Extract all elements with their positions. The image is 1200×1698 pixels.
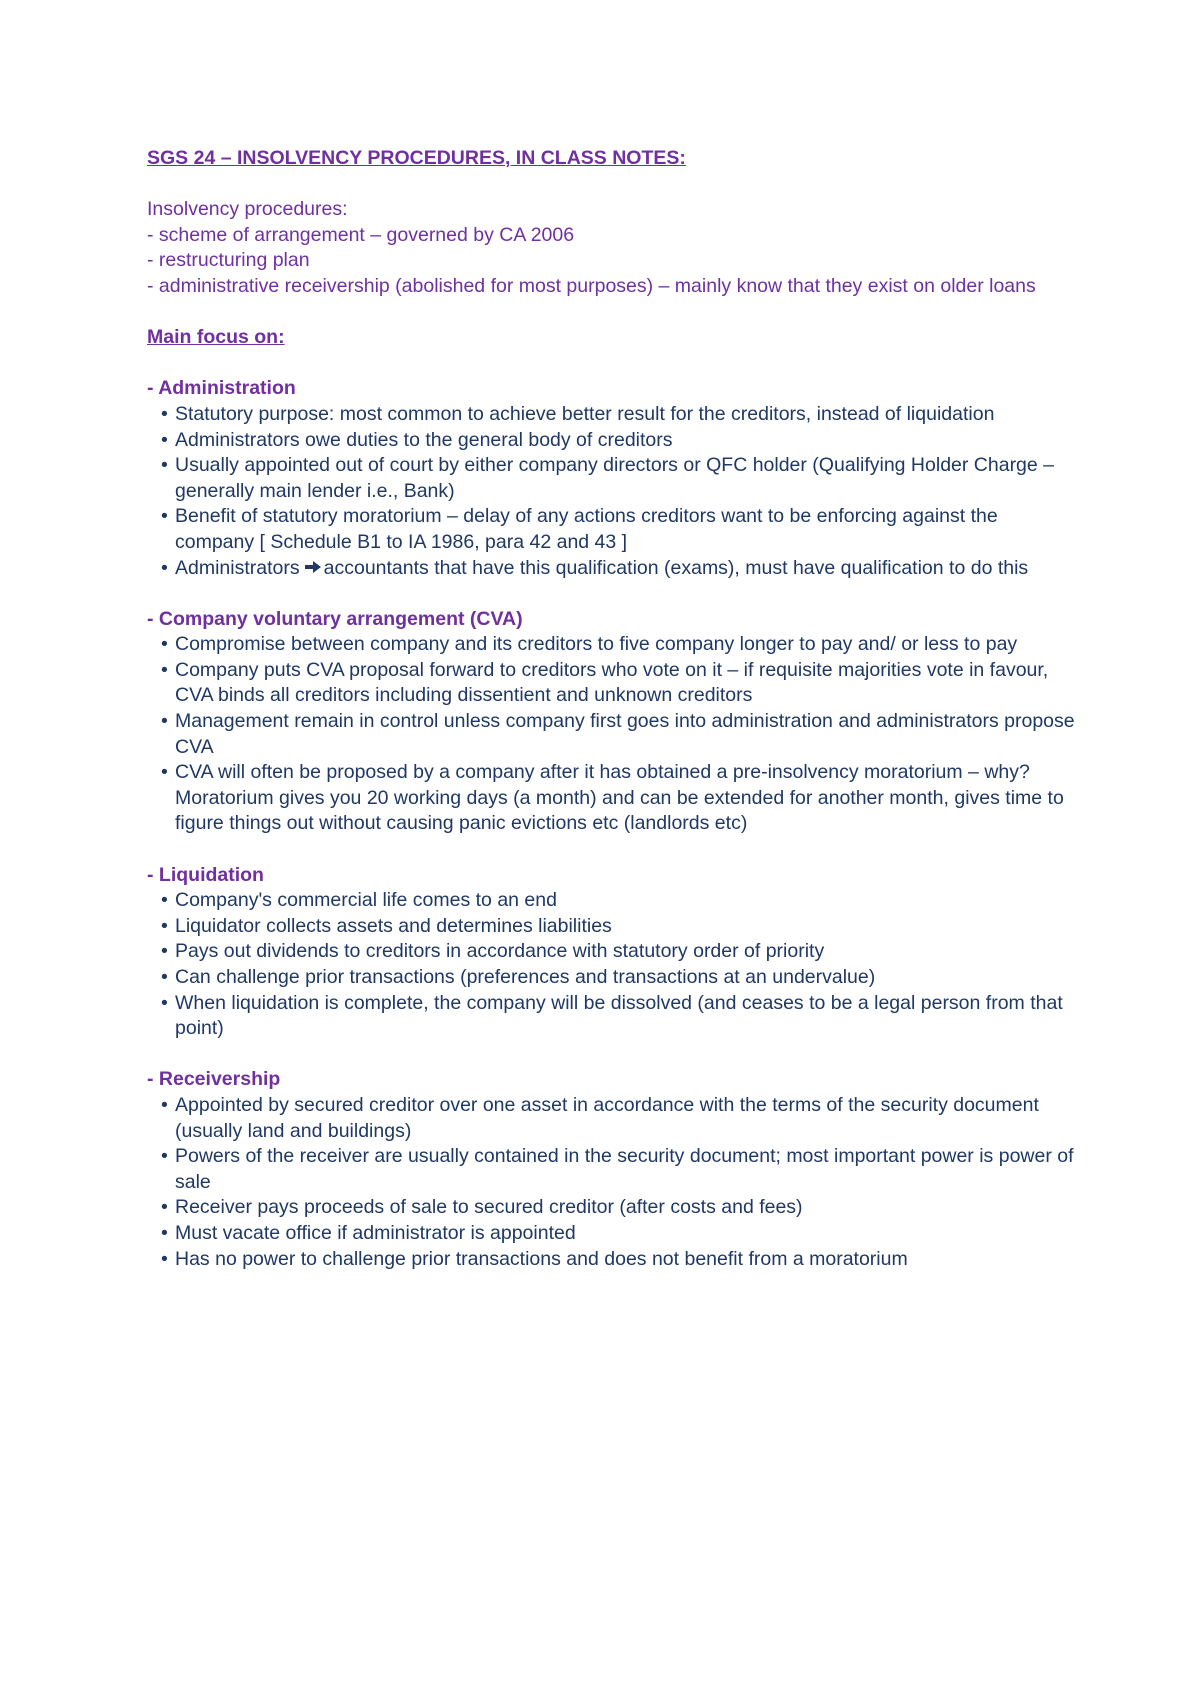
list-item-text: accountants that have this qualification (exams), must have qualification to do this <box>323 556 1029 579</box>
list-item <box>147 709 1077 760</box>
list-item-text: Administrators owe duties to the general body of creditors <box>175 428 673 451</box>
list-item-text: Liquidator collects assets and determines liabilities <box>175 914 612 937</box>
list-item-text: When liquidation is complete, the company will be dissolved (and ceases to be a legal person from that point) <box>175 991 1063 1040</box>
list-item-text: Statutory purpose: most common to achieve better result for the creditors, instead of liquidation <box>175 402 995 425</box>
intro-list <box>147 223 1077 300</box>
list-item-text: Usually appointed out of court by either company directors or QFC holder (Qualifying Holder Charge – generally main lender i.e., Bank) <box>175 454 1055 502</box>
list-item-text: Receiver pays proceeds of sale to secured creditor (after costs and fees) <box>175 1196 803 1219</box>
liquidation-list <box>147 888 1077 1042</box>
bullet-icon: • <box>161 914 168 937</box>
list-item <box>147 888 1077 914</box>
bullet-icon: • <box>161 710 168 733</box>
list-item-text: Appointed by secured creditor over one asset in accordance with the terms of the security document (usually land and buildings) <box>175 1093 1039 1142</box>
list-item-text: Must vacate office if administrator is appointed <box>175 1221 576 1244</box>
bullet-icon: • <box>161 889 168 912</box>
list-item <box>147 453 1077 504</box>
receivership-list <box>147 1093 1077 1272</box>
document-page <box>147 146 1077 1272</box>
list-item <box>147 1144 1077 1195</box>
list-item-text: Company puts CVA proposal forward to creditors who vote on it – if requisite majorities vote in favour, CVA binds all creditors including dissentient and unknown creditors <box>175 658 1049 707</box>
section-heading-liquidation: - Liquidation <box>147 863 264 886</box>
section-heading-receivership: - Receivership <box>147 1068 281 1091</box>
list-item <box>147 1221 1077 1247</box>
bullet-icon: • <box>161 505 168 528</box>
list-item-text: Compromise between company and its creditors to five company longer to pay and/ or less to pay <box>175 633 1018 656</box>
bullet-icon: • <box>161 991 168 1014</box>
main-focus-heading: Main focus on: <box>147 326 285 349</box>
list-item <box>147 504 1077 555</box>
intro-item: - scheme of arrangement – governed by CA 2006 <box>147 223 575 246</box>
bullet-icon: • <box>161 454 168 477</box>
document-title: SGS 24 – INSOLVENCY PROCEDURES, IN CLASS NOTES: <box>147 147 686 169</box>
intro-label: Insolvency procedures: <box>147 198 348 221</box>
list-item-text: Company's commercial life comes to an end <box>175 889 557 912</box>
intro-item: - restructuring plan <box>147 249 310 272</box>
list-item <box>147 760 1077 837</box>
list-item <box>147 1093 1077 1144</box>
bullet-icon: • <box>161 966 168 988</box>
list-item <box>147 402 1077 428</box>
bullet-icon: • <box>161 633 168 656</box>
bullet-icon: • <box>161 1093 168 1116</box>
list-item <box>147 428 1077 454</box>
bullet-icon: • <box>161 1196 168 1219</box>
bullet-icon: • <box>161 1221 168 1244</box>
list-item-text: CVA will often be proposed by a company after it has obtained a pre-insolvency moratorium – why? Moratorium gives you 20 working days (a month) and can be extended for another month, gives time to figure things out without causing panic evictions etc (landlords etc) <box>175 761 1064 835</box>
bullet-icon: • <box>161 402 168 425</box>
cva-list <box>147 632 1077 837</box>
right-arrow-icon <box>304 559 322 575</box>
list-item-text: Management remain in control unless company first goes into administration and administrators propose CVA <box>175 710 1075 758</box>
list-item-text: Benefit of statutory moratorium – delay of any actions creditors want to be enforcing against the company [ Schedule B1 to IA 1986, para 42 and 43 ] <box>175 505 998 553</box>
list-item <box>147 939 1077 965</box>
list-item-text: Can challenge prior transactions (preferences and transactions at an undervalue) <box>175 966 876 988</box>
list-item <box>147 914 1077 940</box>
list-item <box>147 658 1077 709</box>
bullet-icon: • <box>161 1247 168 1270</box>
list-item-text: Has no power to challenge prior transactions and does not benefit from a moratorium <box>175 1247 908 1270</box>
bullet-icon: • <box>161 556 168 579</box>
list-item-text: Administrators <box>175 556 300 579</box>
list-item <box>147 632 1077 658</box>
list-item <box>147 1195 1077 1221</box>
bullet-icon: • <box>161 940 168 963</box>
list-item <box>147 991 1077 1042</box>
bullet-icon: • <box>161 658 168 681</box>
list-item <box>147 965 1077 991</box>
section-heading-administration: - Administration <box>147 377 296 400</box>
intro-item: - administrative receivership (abolished for most purposes) – mainly know that they exist on older loans <box>147 274 1036 297</box>
list-item-text: Powers of the receiver are usually contained in the security document; most important power is power of sale <box>175 1145 1074 1193</box>
bullet-icon: • <box>161 428 168 451</box>
list-item <box>147 1247 1077 1273</box>
bullet-icon: • <box>161 761 168 784</box>
section-heading-cva: - Company voluntary arrangement (CVA) <box>147 607 523 630</box>
list-item <box>147 556 1077 582</box>
administration-list <box>147 402 1077 581</box>
bullet-icon: • <box>161 1145 168 1168</box>
list-item-text: Pays out dividends to creditors in accordance with statutory order of priority <box>175 940 825 963</box>
